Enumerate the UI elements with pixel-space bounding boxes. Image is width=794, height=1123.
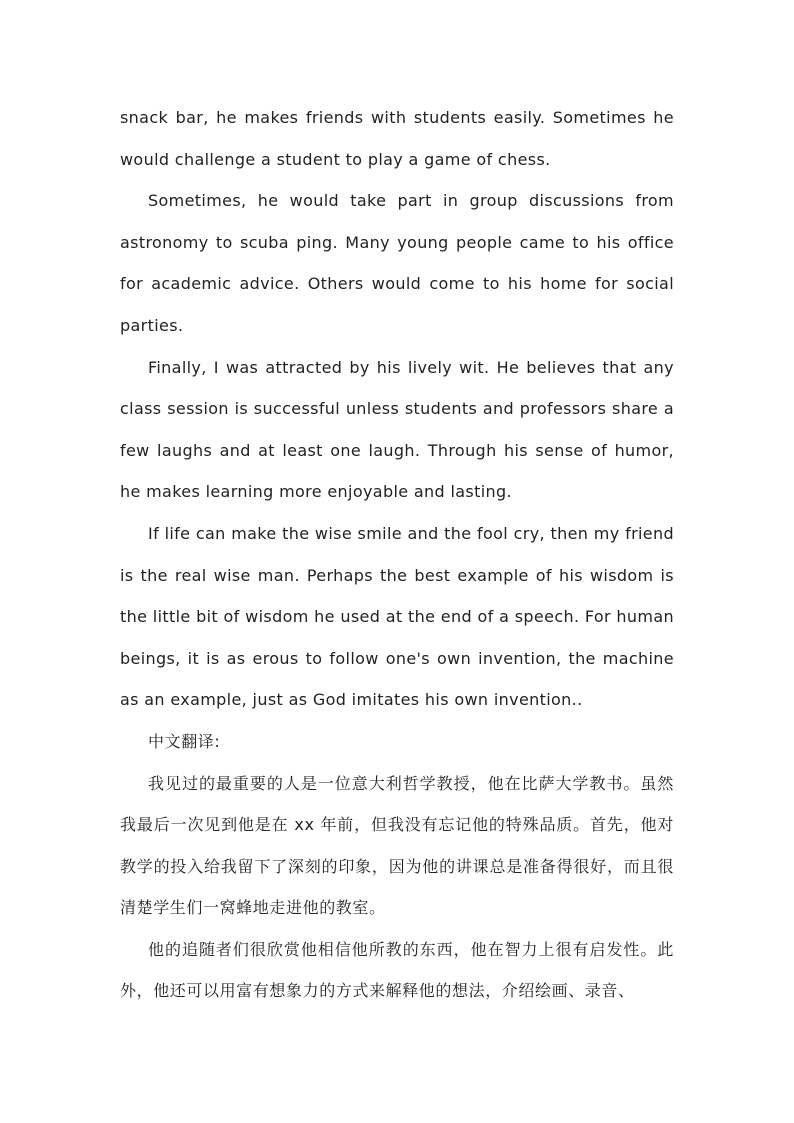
paragraph-zh-followers: 他的追随者们很欣赏他相信他所教的东西，他在智力上很有启发性。此外，他还可以用富有想象力的方式来解释他的想法，介绍绘画、录音、 [120,939,674,1001]
document-page [120,97,674,1012]
paragraph-zh-professor: 我见过的最重要的人是一位意大利哲学教授，他在比萨大学教书。虽然我最后一次见到他是在 xx 年前，但我没有忘记他的特殊品质。首先，他对教学的投入给我留下了深刻的印象，因为他的讲课总是准备得很好，而且很清楚学生们一窝蜂地走进他的教室。 [120,773,674,918]
translation-heading: 中文翻译: [148,731,221,751]
paragraph-continuation: snack bar, he makes friends with students easily. Sometimes he would challenge a student to play a game of chess. [120,108,674,169]
paragraph-lively-wit: Finally, I was attracted by his lively wit. He believes that any class session is successful unless students and professors share a few laughs and at least one laugh. Through his sense of humor, he makes learning more enjoyable and lasting. [120,357,674,502]
paragraph-wise-man: If life can make the wise smile and the fool cry, then my friend is the real wise man. Perhaps the best example of his wisdom is the little bit of wisdom he used at the end of a speech. For human beings, it is as erous to follow one's own invention, the machine as an example, just as God imitates his own invention.. [120,523,674,710]
paragraph-group-discussions: Sometimes, he would take part in group discussions from astronomy to scuba ping. Many young people came to his office for academic advice. Others would come to his home for social parties. [120,191,674,335]
